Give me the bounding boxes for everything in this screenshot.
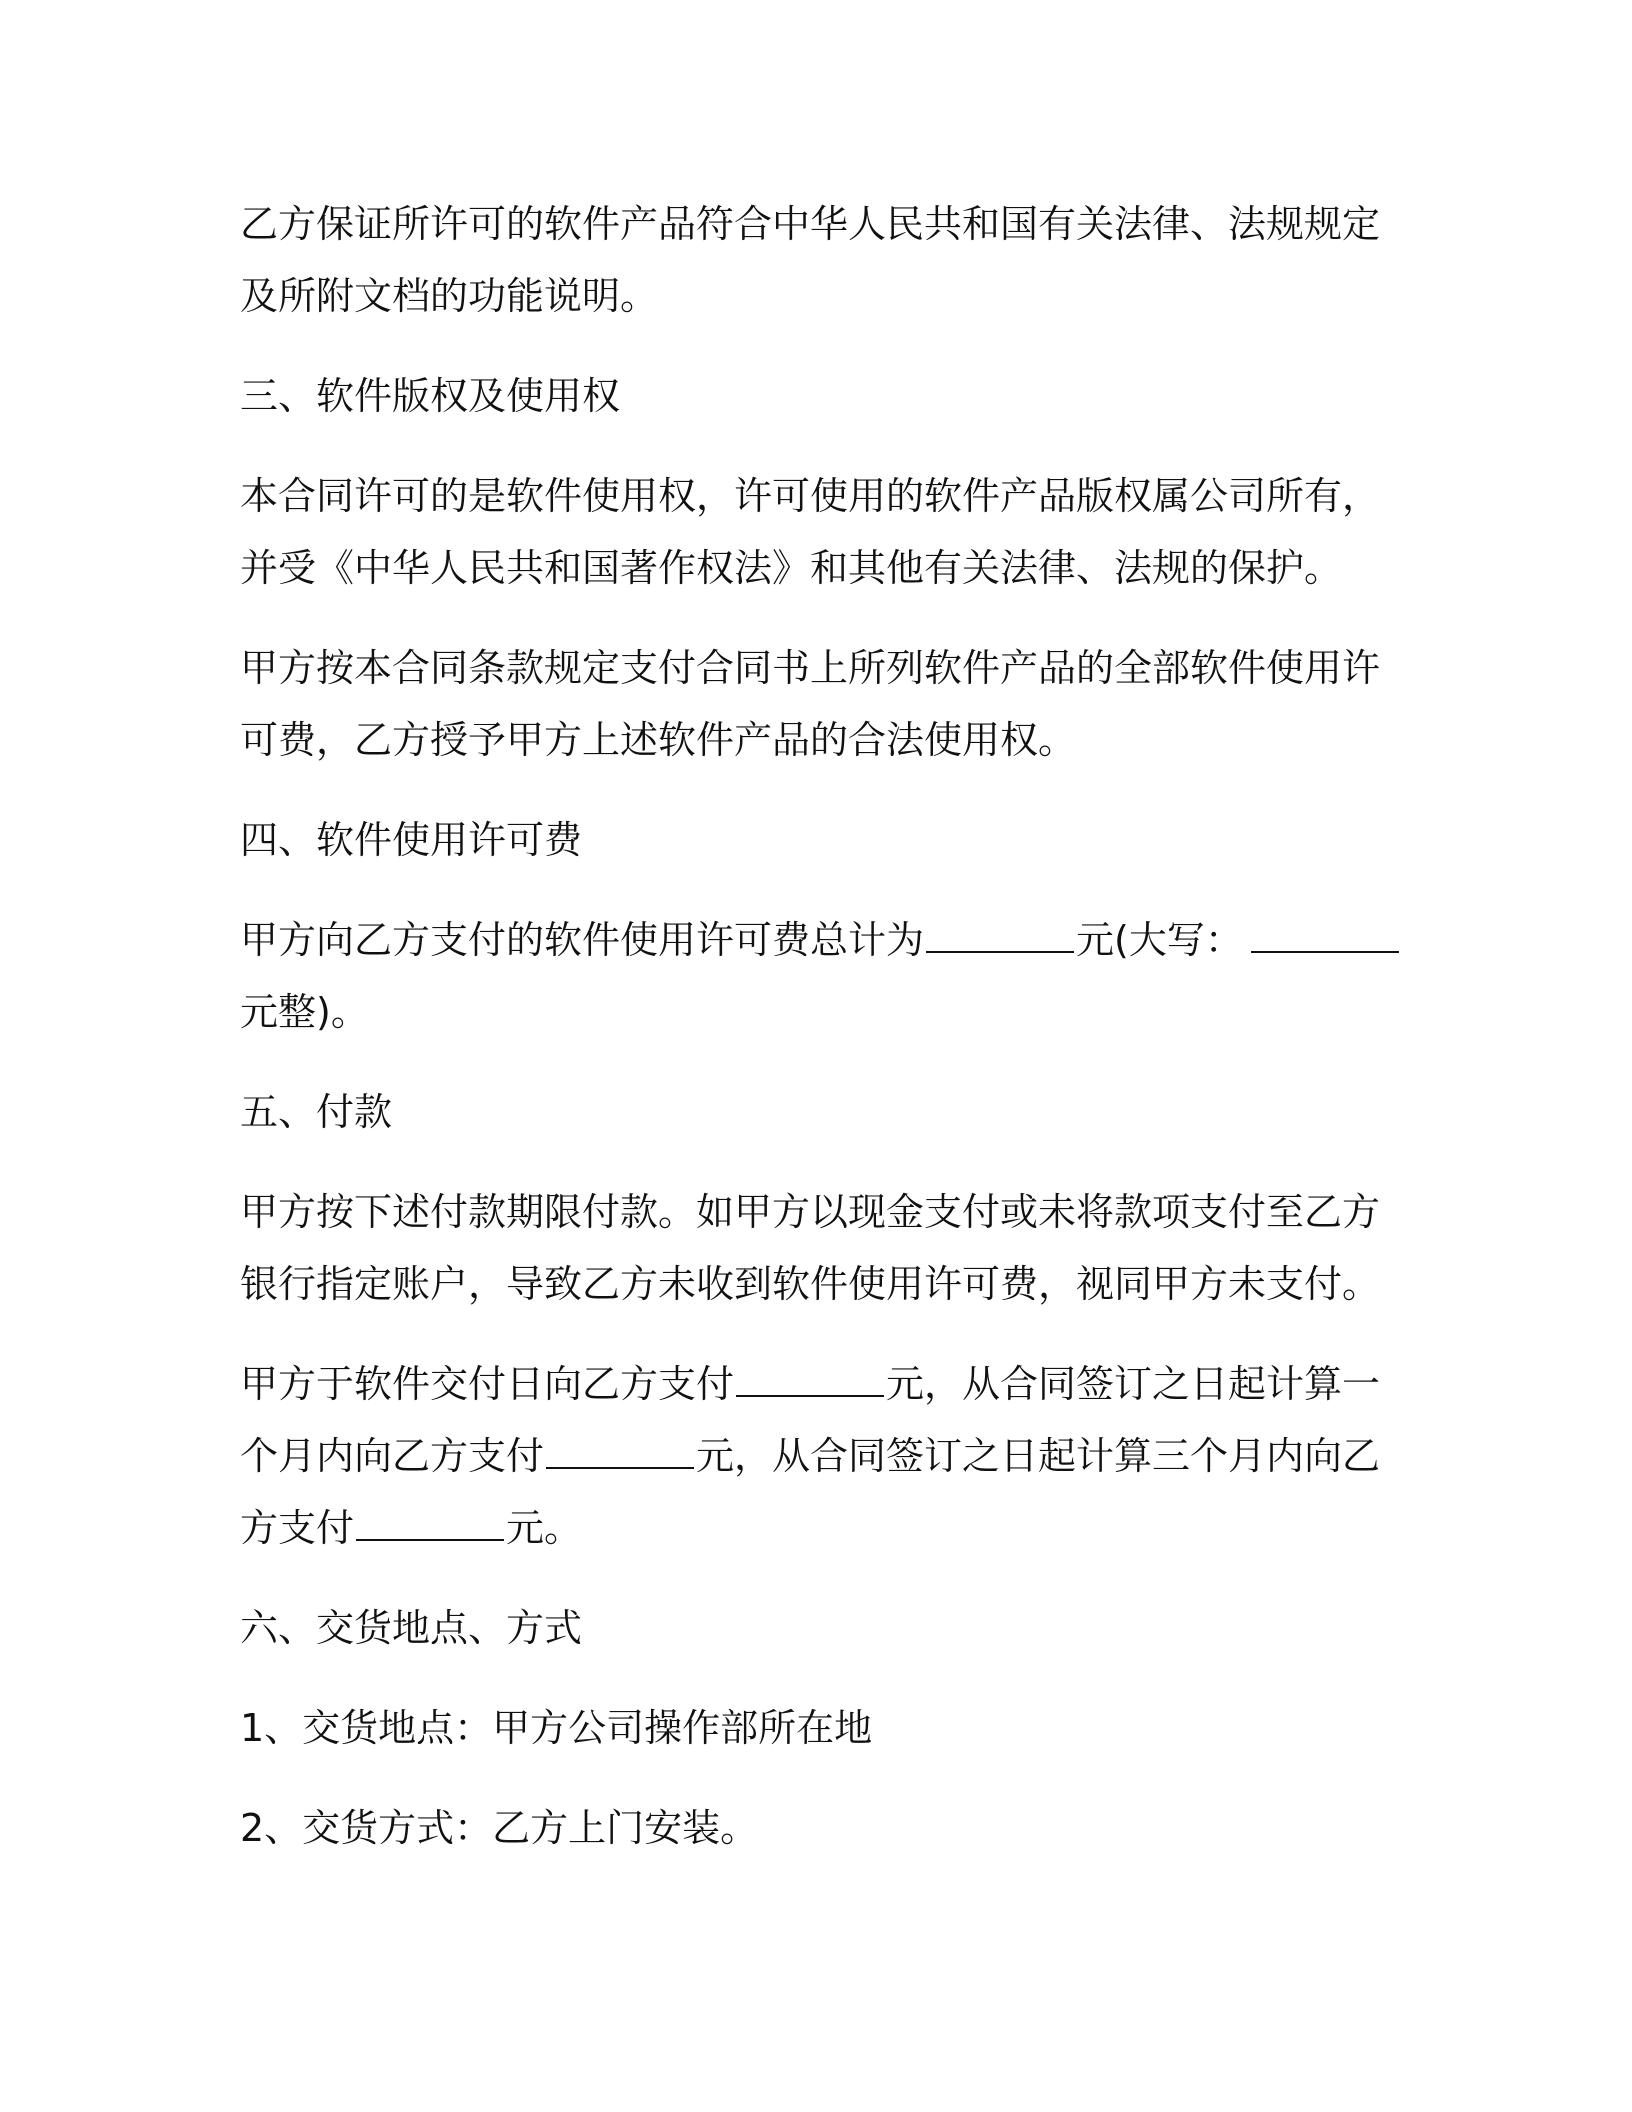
text-line: 本合同许可的是软件使用权，许可使用的软件产品版权属公司所有， (240, 474, 1381, 518)
text-segment: 元(大写： (1076, 918, 1243, 962)
fill-in-blank (736, 1393, 884, 1397)
fill-in-blank (546, 1465, 694, 1469)
text-segment: 甲方于软件交付日向乙方支付 (240, 1362, 735, 1406)
document-body (240, 188, 1381, 1892)
list-item-delivery-method (240, 1792, 1370, 1864)
text-line: 并受《中华人民共和国著作权法》和其他有关法律、法规的保护。 (240, 546, 1343, 590)
section-heading-payment (240, 1076, 1370, 1148)
heading-text: 三、软件版权及使用权 (240, 374, 621, 418)
text-segment: 元，从合同签订之日起计算一 (886, 1362, 1381, 1406)
text-line: 及所附文档的功能说明。 (240, 274, 659, 318)
paragraph-license-grant (240, 632, 1381, 776)
section-heading-license-fee (240, 804, 1370, 876)
paragraph-license-fee-total (240, 904, 1370, 1048)
section-heading-copyright (240, 360, 1370, 432)
text-line: 1、交货地点：甲方公司操作部所在地 (240, 1706, 873, 1750)
heading-text: 四、软件使用许可费 (240, 818, 583, 862)
section-heading-delivery (240, 1592, 1370, 1664)
text-line (240, 1492, 1370, 1564)
text-line: 银行指定账户，导致乙方未收到软件使用许可费，视同甲方未支付。 (240, 1262, 1381, 1306)
text-segment: 元。 (506, 1506, 583, 1550)
fill-in-blank (356, 1537, 504, 1541)
text-line (240, 1348, 1381, 1420)
paragraph-payment-schedule (240, 1348, 1381, 1564)
fill-in-blank (926, 949, 1074, 953)
heading-text: 六、交货地点、方式 (240, 1606, 583, 1650)
text-segment: 方支付 (240, 1506, 355, 1550)
text-line: 甲方按下述付款期限付款。如甲方以现金支付或未将款项支付至乙方 (240, 1190, 1381, 1234)
paragraph-software-compliance (240, 188, 1381, 332)
heading-text: 五、付款 (240, 1090, 393, 1134)
fill-in-blank (1251, 949, 1399, 953)
text-line: 可费，乙方授予甲方上述软件产品的合法使用权。 (240, 718, 1077, 762)
text-segment: 个月内向乙方支付 (240, 1434, 545, 1478)
paragraph-payment-terms (240, 1176, 1381, 1320)
text-line: 乙方保证所许可的软件产品符合中华人民共和国有关法律、法规规定 (240, 202, 1381, 246)
text-line: 甲方按本合同条款规定支付合同书上所列软件产品的全部软件使用许 (240, 646, 1381, 690)
list-item-delivery-location (240, 1692, 1370, 1764)
text-line (240, 904, 1370, 976)
text-segment: 元，从合同签订之日起计算三个月内向乙 (696, 1434, 1381, 1478)
text-segment: 甲方向乙方支付的软件使用许可费总计为 (240, 918, 925, 962)
text-line (240, 1420, 1381, 1492)
text-line: 元整)。 (240, 990, 369, 1034)
text-line: 2、交货方式：乙方上门安装。 (240, 1806, 759, 1850)
paragraph-usage-right (240, 460, 1381, 604)
